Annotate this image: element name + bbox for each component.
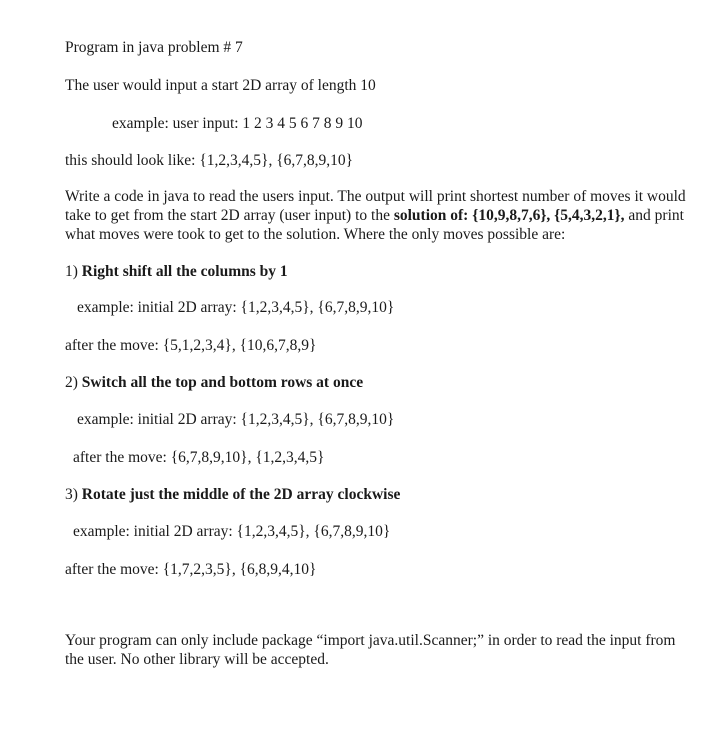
intro-text: The user would input a start 2D array of length 10 [65, 77, 376, 94]
move-3-after: after the move: {1,7,2,3,5}, {6,8,9,4,10} [65, 561, 317, 578]
move-2-heading [65, 373, 363, 392]
move-3-example: example: initial 2D array: {1,2,3,4,5}, {6,7,8,9,10} [73, 523, 391, 540]
move-2-example: example: initial 2D array: {1,2,3,4,5}, {6,7,8,9,10} [77, 411, 395, 428]
task-paragraph [65, 187, 695, 244]
task-text-2: and print what moves were took to get to the solution. Where the only moves possible are: [65, 207, 684, 243]
page-title: Program in java problem # 7 [65, 39, 243, 56]
move-1-title: Right shift all the columns by 1 [81, 263, 288, 280]
move-3-heading [65, 485, 400, 504]
example-input: example: user input: 1 2 3 4 5 6 7 8 9 10 [112, 115, 363, 132]
move-1-number: 1) [65, 263, 82, 280]
move-1-example: example: initial 2D array: {1,2,3,4,5}, {6,7,8,9,10} [77, 299, 395, 316]
move-2-number: 2) [65, 374, 82, 391]
footer-note: Your program can only include package “import java.util.Scanner;” in order to read the input from the user. No other library will be accepted. [65, 632, 676, 668]
task-text-1: Write a code in java to read the users input. The output will print shortest number of moves it would take to get from the start 2D array (user input) to the [65, 188, 686, 224]
task-solution-bold: solution of: {10,9,8,7,6}, {5,4,3,2,1}, [393, 207, 625, 224]
move-2-after: after the move: {6,7,8,9,10}, {1,2,3,4,5} [73, 449, 325, 466]
should-look-text: this should look like: {1,2,3,4,5}, {6,7,8,9,10} [65, 152, 354, 169]
move-3-number: 3) [65, 486, 82, 503]
move-3-title: Rotate just the middle of the 2D array clockwise [81, 486, 401, 503]
move-1-heading [65, 262, 288, 281]
move-1-after: after the move: {5,1,2,3,4}, {10,6,7,8,9} [65, 337, 317, 354]
move-2-title: Switch all the top and bottom rows at once [81, 374, 364, 391]
